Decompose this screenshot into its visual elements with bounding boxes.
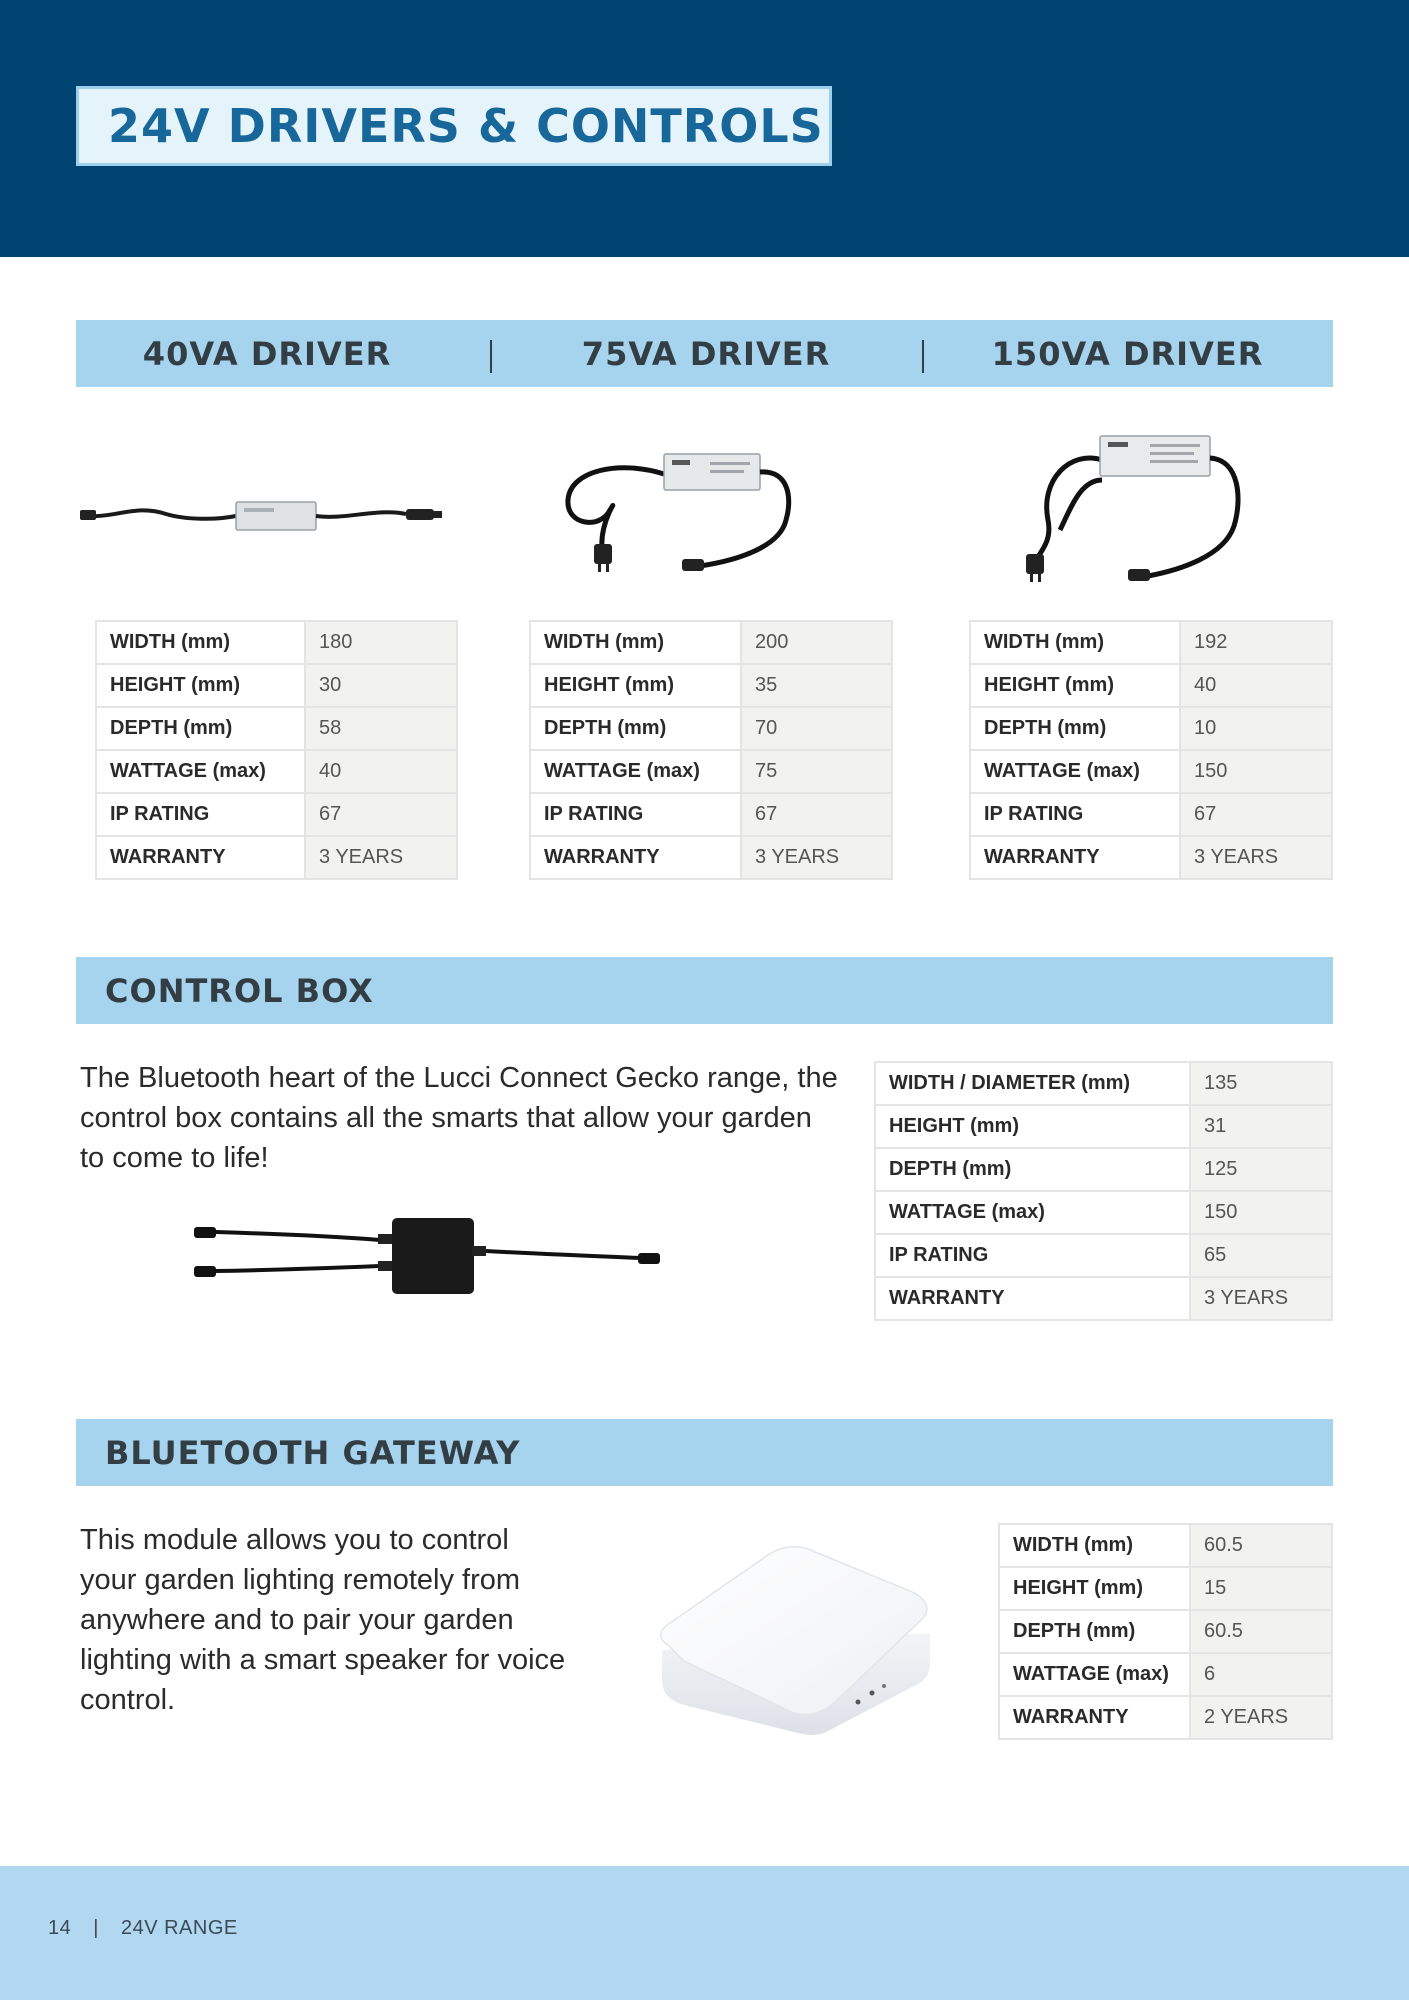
driver-75va-image xyxy=(560,440,800,590)
spec-label: WARRANTY xyxy=(875,1277,1190,1320)
table-row xyxy=(875,1234,1332,1277)
spec-label: HEIGHT (mm) xyxy=(96,664,305,707)
driver-150va-heading: 150VA DRIVER xyxy=(991,334,1264,373)
spec-value: 150 xyxy=(1190,1191,1332,1234)
spec-label: DEPTH (mm) xyxy=(999,1610,1190,1653)
page-title: 24V DRIVERS & CONTROLS xyxy=(108,99,824,153)
spec-label: IP RATING xyxy=(530,793,741,836)
footer-section: 24V RANGE xyxy=(120,1917,238,1939)
spec-value: 180 xyxy=(305,621,457,664)
spec-value: 31 xyxy=(1190,1105,1332,1148)
table-row xyxy=(96,621,457,664)
footer xyxy=(48,1917,238,1940)
table-row xyxy=(96,836,457,879)
spec-value: 150 xyxy=(1180,750,1332,793)
table-row xyxy=(970,793,1332,836)
spec-value: 65 xyxy=(1190,1234,1332,1277)
table-row xyxy=(875,1191,1332,1234)
spec-label: WATTAGE (max) xyxy=(875,1191,1190,1234)
spec-value: 3 YEARS xyxy=(1180,836,1332,879)
spec-label: IP RATING xyxy=(970,793,1180,836)
table-row xyxy=(970,750,1332,793)
table-row xyxy=(530,793,892,836)
table-row xyxy=(530,707,892,750)
spec-label: HEIGHT (mm) xyxy=(530,664,741,707)
driver-150va-specs xyxy=(969,620,1333,880)
spec-label: WATTAGE (max) xyxy=(530,750,741,793)
spec-value: 60.5 xyxy=(1190,1610,1332,1653)
spec-value: 58 xyxy=(305,707,457,750)
gateway-image xyxy=(648,1535,938,1740)
spec-value: 67 xyxy=(741,793,892,836)
spec-label: WIDTH (mm) xyxy=(970,621,1180,664)
spec-label: HEIGHT (mm) xyxy=(999,1567,1190,1610)
spec-value: 60.5 xyxy=(1190,1524,1332,1567)
spec-value: 70 xyxy=(741,707,892,750)
control-box-specs xyxy=(874,1061,1333,1321)
table-row xyxy=(96,793,457,836)
page-title-box xyxy=(76,86,832,166)
gateway-description: This module allows you to control your garden lighting remotely from anywhere and to pair your garden lighting with a smart speaker for voice control. xyxy=(80,1524,566,1716)
gateway-specs xyxy=(998,1523,1333,1740)
spec-label: WATTAGE (max) xyxy=(970,750,1180,793)
spec-label: WARRANTY xyxy=(999,1696,1190,1739)
spec-label: DEPTH (mm) xyxy=(96,707,305,750)
spec-label: IP RATING xyxy=(96,793,305,836)
spec-label: WIDTH (mm) xyxy=(530,621,741,664)
spec-label: WATTAGE (max) xyxy=(96,750,305,793)
spec-value: 3 YEARS xyxy=(741,836,892,879)
spec-label: HEIGHT (mm) xyxy=(970,664,1180,707)
spec-value: 2 YEARS xyxy=(1190,1696,1332,1739)
spec-value: 15 xyxy=(1190,1567,1332,1610)
gateway-heading: BLUETOOTH GATEWAY xyxy=(105,1433,521,1472)
spec-value: 67 xyxy=(305,793,457,836)
spec-value: 6 xyxy=(1190,1653,1332,1696)
spec-value: 40 xyxy=(1180,664,1332,707)
spec-label: IP RATING xyxy=(875,1234,1190,1277)
driver-75va-specs xyxy=(529,620,893,880)
driver-40va-image xyxy=(76,480,466,540)
spec-label: WATTAGE (max) xyxy=(999,1653,1190,1696)
spec-label: DEPTH (mm) xyxy=(530,707,741,750)
spec-value: 135 xyxy=(1190,1062,1332,1105)
spec-value: 35 xyxy=(741,664,892,707)
spec-value: 75 xyxy=(741,750,892,793)
spec-value: 125 xyxy=(1190,1148,1332,1191)
spec-label: DEPTH (mm) xyxy=(970,707,1180,750)
spec-value: 10 xyxy=(1180,707,1332,750)
spec-label: WARRANTY xyxy=(96,836,305,879)
table-row xyxy=(999,1524,1332,1567)
table-row xyxy=(999,1653,1332,1696)
spec-label: WIDTH (mm) xyxy=(999,1524,1190,1567)
table-row xyxy=(530,664,892,707)
table-row xyxy=(970,621,1332,664)
table-row xyxy=(875,1277,1332,1320)
gateway-header-bar xyxy=(76,1419,1333,1486)
control-box-image xyxy=(190,1210,680,1300)
spec-value: 40 xyxy=(305,750,457,793)
spec-label: DEPTH (mm) xyxy=(875,1148,1190,1191)
spec-label: HEIGHT (mm) xyxy=(875,1105,1190,1148)
spec-value: 3 YEARS xyxy=(305,836,457,879)
drivers-header-bar xyxy=(76,320,1333,387)
table-row xyxy=(875,1062,1332,1105)
spec-label: WARRANTY xyxy=(530,836,741,879)
spec-value: 30 xyxy=(305,664,457,707)
table-row xyxy=(96,664,457,707)
control-box-header-bar xyxy=(76,957,1333,1024)
driver-150va-image xyxy=(1020,430,1250,590)
table-row xyxy=(875,1105,1332,1148)
table-row xyxy=(999,1610,1332,1653)
table-row xyxy=(999,1567,1332,1610)
driver-75va-heading: 75VA DRIVER xyxy=(581,334,831,373)
spec-label: WIDTH (mm) xyxy=(96,621,305,664)
spec-value: 3 YEARS xyxy=(1190,1277,1332,1320)
spec-label: WARRANTY xyxy=(970,836,1180,879)
table-row xyxy=(530,750,892,793)
table-row xyxy=(875,1148,1332,1191)
table-row xyxy=(970,836,1332,879)
spec-value: 192 xyxy=(1180,621,1332,664)
footer-divider: | xyxy=(93,1917,99,1939)
table-row xyxy=(530,621,892,664)
table-row xyxy=(970,664,1332,707)
spec-value: 67 xyxy=(1180,793,1332,836)
table-row xyxy=(96,750,457,793)
table-row xyxy=(96,707,457,750)
table-row xyxy=(530,836,892,879)
table-row xyxy=(970,707,1332,750)
page-number: 14 xyxy=(48,1917,72,1939)
control-box-heading: CONTROL BOX xyxy=(105,971,374,1010)
spec-value: 200 xyxy=(741,621,892,664)
driver-40va-heading: 40VA DRIVER xyxy=(142,334,392,373)
table-row xyxy=(999,1696,1332,1739)
spec-label: WIDTH / DIAMETER (mm) xyxy=(875,1062,1190,1105)
control-box-description: The Bluetooth heart of the Lucci Connect Gecko range, the control box contains all the smarts that allow your garden to come to life! xyxy=(80,1062,838,1174)
driver-40va-specs xyxy=(95,620,458,880)
